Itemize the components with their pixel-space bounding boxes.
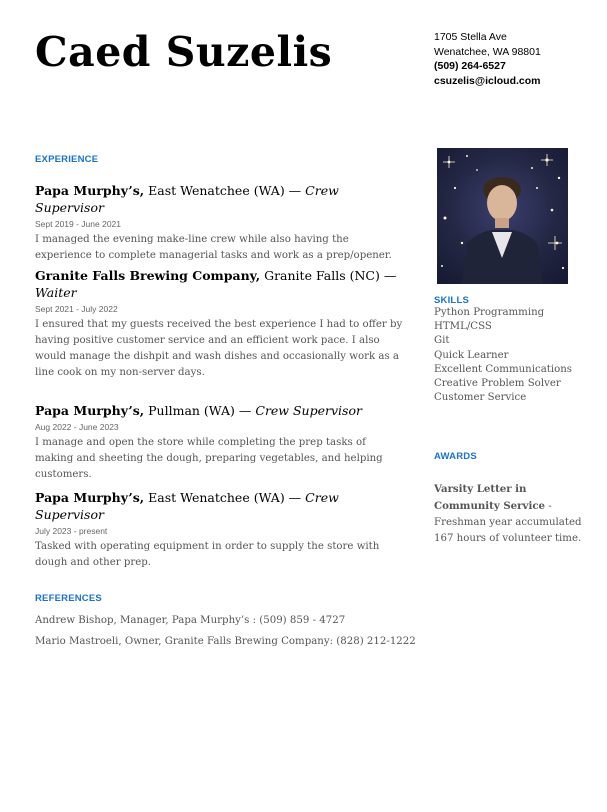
profile-photo [437,148,568,284]
job-role: Waiter [35,285,77,300]
skill-item: HTML/CSS [434,321,492,333]
job-dates: Sept 2021 - July 2022 [35,304,118,314]
job-entry [35,402,407,483]
job-location: East Wenatchee (WA) — [144,490,306,505]
job-entry [35,182,407,264]
award-description: - Freshman year accumulated 167 hours of volunteer time. [434,501,582,544]
job-location: Granite Falls (NC) — [260,268,397,283]
job-role: Crew Supervisor [35,183,339,215]
address-line-1: 1705 Stella Ave [434,31,507,43]
reference-item: Andrew Bishop, Manager, Papa Murphy’s : (509) 859 - 4727 [35,615,346,626]
reference-item: Mario Mastroeli, Owner, Granite Falls Brewing Company: (828) 212-1222 [35,636,416,647]
skills-list [434,306,572,405]
job-role: Crew Supervisor [35,490,339,522]
address-line-2: Wenatchee, WA 98801 [434,45,541,58]
job-dates: July 2023 - present [35,526,108,536]
job-description: I ensured that my guests received the best experience I had to offer by having positive customer service and an efficient work pace. I also would manage the dishpit and wash dishes and occasionally work as a line cook on my non-server days. [35,319,403,378]
job-company: Papa Murphy’s, [35,490,145,505]
job-description: Tasked with operating equipment in order to supply the store with dough and other prep. [35,541,380,568]
skill-item: Python Programming [434,307,545,318]
job-title-line [35,489,407,523]
experience-heading: EXPERIENCE [35,154,99,165]
skill-item: Quick Learner [434,349,509,361]
job-description: I managed the evening make-line crew while also having the experience to complete managerial tasks and work as a prep/opener. [35,234,392,261]
job-role: Crew Supervisor [255,403,362,418]
job-location: East Wenatchee (WA) — [144,183,306,198]
awards-heading: AWARDS [434,451,477,462]
job-company: Granite Falls Brewing Company, [35,268,261,283]
references-list [35,610,416,652]
job-company: Papa Murphy’s, [35,403,145,418]
skill-item: Git [434,335,450,347]
award-title: Varsity Letter in Community Service [434,483,545,512]
job-title-line [35,182,407,216]
skill-item: Excellent Communications [434,363,573,375]
email-address: csuzelis@icloud.com [434,74,541,87]
references-heading: REFERENCES [35,593,102,604]
skill-item: Customer Service [434,392,527,404]
contact-block [434,30,541,88]
skills-heading: SKILLS [434,295,469,306]
job-company: Papa Murphy’s, [35,183,145,198]
job-location: Pullman (WA) — [144,403,256,418]
profile-photo-illustration [437,148,568,284]
job-title-line [35,402,407,419]
job-dates: Aug 2022 - June 2023 [35,422,119,432]
phone-number: (509) 264-6527 [434,60,506,72]
award-entry [434,481,594,547]
job-title-line [35,267,407,301]
job-dates: Sept 2019 - June 2021 [35,219,122,229]
skill-item: Creative Problem Solver [434,378,561,390]
candidate-name: Caed Suzelis [35,28,333,76]
job-entry [35,489,407,571]
job-entry [35,267,407,381]
job-description: I manage and open the store while completing the prep tasks of making and sheeting the dough, preparing vegetables, and helping customers. [35,437,383,480]
